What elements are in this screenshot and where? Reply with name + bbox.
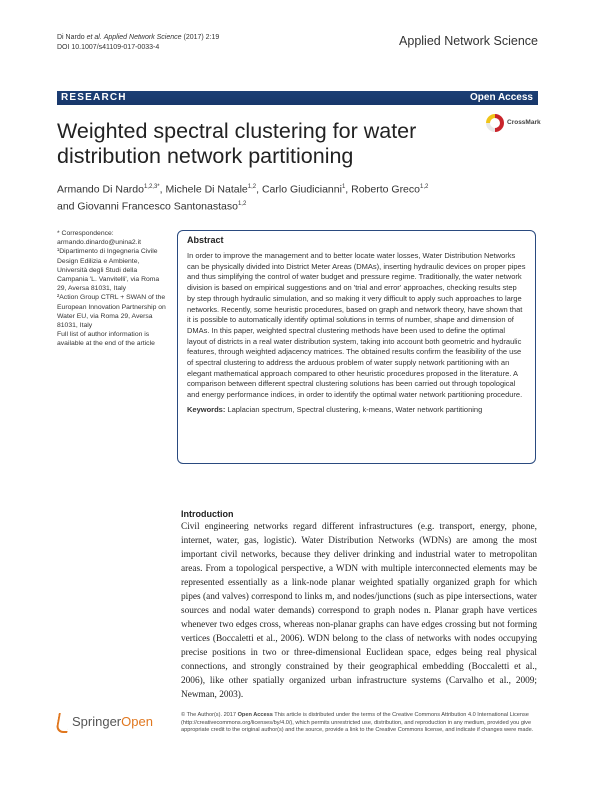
citation-authors: Di Nardo [57,34,85,41]
citation-etal: et al. [86,34,102,41]
springer-horse-icon [55,713,71,733]
crossmark-badge[interactable] [486,114,546,134]
full-list-note: Full list of author information is available at the end of the article [57,331,155,348]
affiliation-1: ¹Dipartimento di Ingegneria Civile Design Edilizia e Ambiente, Università degli Studi della Campania 'L. Vanvitelli', via Roma 29, Aversa 81031, Italy [57,248,160,293]
article-type-banner [57,91,538,105]
author-affiliation: 1,2 [237,201,247,207]
affiliations-sidebar [57,229,169,349]
license-open-access: Open Access [237,712,273,718]
article-type-label: RESEARCH [61,92,127,103]
author-affiliation: 1,2,3* [143,184,160,190]
springer-open-logo [57,712,177,734]
author-name: Armando Di Nardo [57,183,144,196]
author-name: Carlo Giudicianni [261,183,342,196]
keywords [187,405,526,415]
introduction-body: Civil engineering networks regard different infrastructures (e.g. transport, energy, phone, internet, water, gas, logistic). Water Distribution Networks (WDNs) are among the most important civil networks, because they deliver drinking and industrial water to metropolitan areas. From a topological perspective, a WDN with multiple interconnected elements may be represented essentially as a link-node planar weighted spatially organized graph for which pipes (and valves) correspond to links m, and nodes/junctions (such as pipe intersections, water sources and nodal water demands) correspond to graph nodes n. Planar graph have vertices whenever two edges cross, whereas non-planar graphs can have edges crossing but not forming vertices (Boccaletti et al., 2006). WDN belong to the class of networks with nodes occupying precise positions in two or three-dimensional Euclidean space, edges being real physical connections, and strongly constrained by their geographical embedding (Boccaletti et al., 2006), like other spatially organized urban infrastructure systems (Carvalho et al., 2009; Newman, 2003). [181,522,537,700]
author-name: and Giovanni Francesco Santonastaso [57,200,238,213]
abstract-heading: Abstract [187,235,224,245]
license-text: This article is distributed under the terms of the Creative Commons Attribution 4.0 International License (http://creativecommons.org/licenses/by/4.0/), which permits unrestricted use, distribution, and reproduction in any medium, provided you give appropriate credit to the original author(s) and the source, provide a link to the Creative Commons license, and indicate if changes were made. [181,712,534,733]
citation-journal: Applied Network Science [103,34,182,41]
article-title: Weighted spectral clustering for water distribution network partitioning [57,119,417,168]
author-list: Armando Di Nardo$^{1,2,3*}$, Michele Di Natale$^{1,2}$, Carlo Giudicianni$^1$, Roberto Greco$^{1,2}$ and Giovanni Francesco Santonastaso$^{1,2}$ [57,183,429,213]
citation-year-volume: (2017) 2:19 [183,34,220,41]
open-access-label: Open Access [470,92,533,103]
citation-line [57,33,219,43]
abstract-body: In order to improve the management and to better locate water losses, Water Distribution Networks can be physically divided into District Meter Areas (DMAs), inserting hydraulic devices on proper pipes and thus simplifying the control of water budget and pressure regime. Traditionally, the water network division is based on empirical suggestions and on 'trial and error' approaches, checking results step by step through hydraulic simulation, and so making it very difficult to apply such approaches to large networks. Recently, some heuristic procedures, based on graph and network theory, have shown that it is possible to automatically identify optimal solutions in terms of number, shape and dimension of DMAs. In this paper, weighted spectral clustering methods have been used to define the optimal layout of districts in a real water distribution system, taking into account both geometric and hydraulic features, through weighted adjacency matrices. The obtained results confirm the feasibility of the use of spectral clustering to address the arduous problem of water supply network partitioning with an elegant mathematical approach compared to other heuristic procedures proposed in the literature. A comparison between different spectral clustering solutions has been carried out through topological and energy performance indices, in order to identify the optimal water network partitioning procedure. [187,251,526,400]
springer-logo-text: Springer [72,714,122,729]
doi-line[interactable]: DOI 10.1007/s41109-017-0033-4 [57,44,160,51]
keywords-list: Laplacian spectrum, Spectral clustering, k-means, Water network partitioning [227,404,483,414]
correspondence-email[interactable]: armando.dinardo@unina2.it [57,239,141,247]
affiliation-2: ²Action Group CTRL + SWAN of the European Innovation Partnership on Water EU, via Roma 29, Aversa 81031, Italy [57,294,166,330]
crossmark-icon [486,114,504,132]
springer-logo-open: Open [121,714,153,729]
author-name: Michele Di Natale [165,183,248,196]
author-affiliation: 1,2 [247,184,257,190]
journal-name: Applied Network Science [399,34,538,48]
section-heading-introduction: Introduction [181,509,234,519]
author-name: Roberto Greco [351,183,420,196]
author-affiliation: 1 [341,184,346,190]
keywords-label: Keywords: [187,404,226,414]
license-statement [181,712,537,735]
license-copyright: © The Author(s). 2017 [181,712,237,718]
author-affiliation: 1,2 [420,184,429,190]
abstract-box [177,230,536,464]
correspondence-label: * Correspondence: [57,230,114,237]
crossmark-label: CrossMark [507,119,541,126]
